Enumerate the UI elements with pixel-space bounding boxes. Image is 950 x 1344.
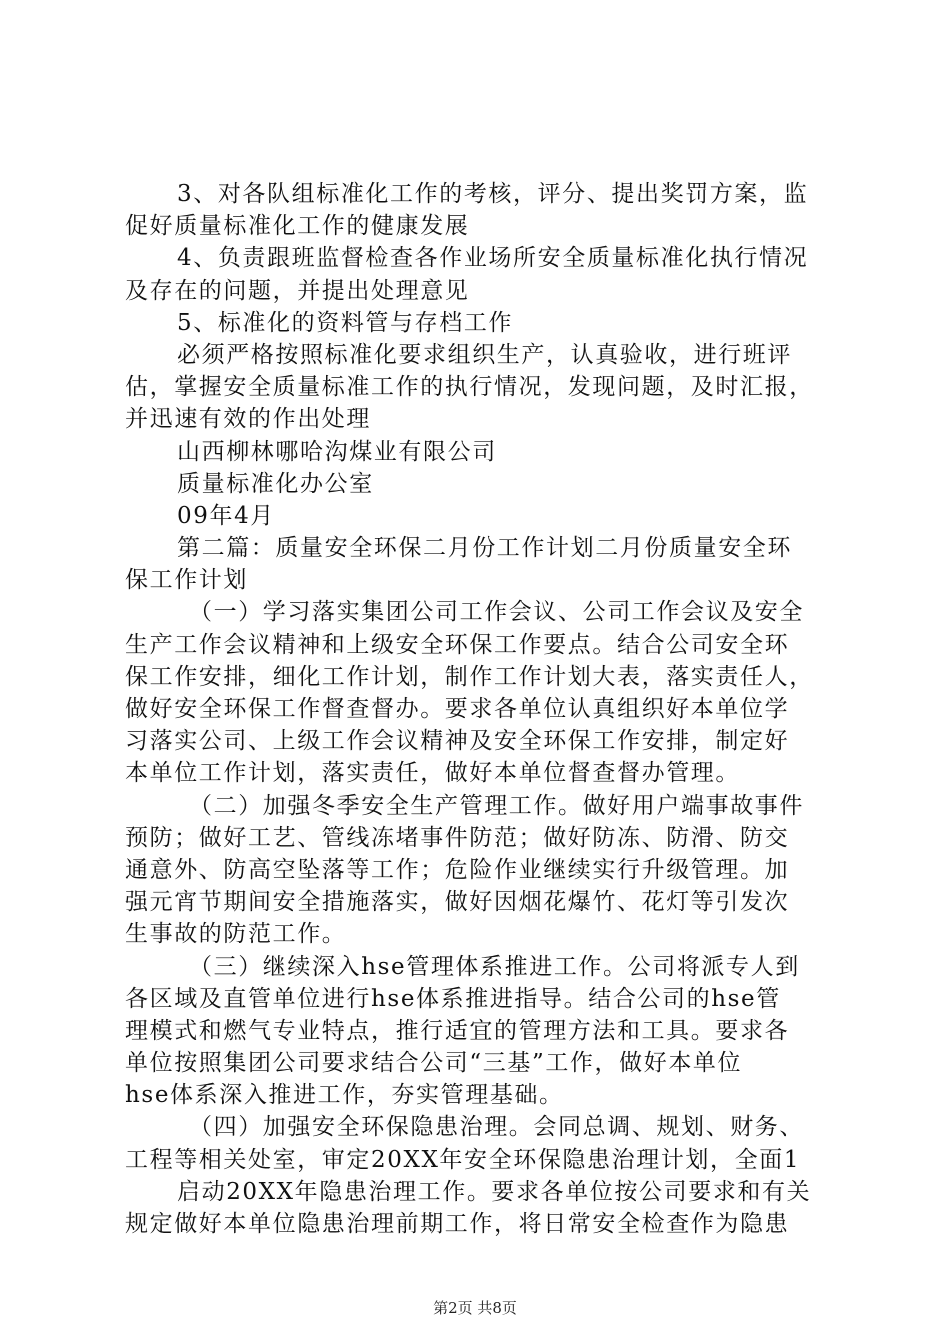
text-line: 保工作计划 bbox=[125, 567, 248, 594]
text-line: 强元宵节期间安全措施落实，做好因烟花爆竹、花灯等引发次 bbox=[125, 889, 790, 916]
text-line: 必须严格按照标准化要求组织生产，认真验收，进行班评 bbox=[177, 341, 792, 368]
text-line: 09年4月 bbox=[177, 502, 275, 529]
text-line: 4、负责跟班监督检查各作业场所安全质量标准化执行情况 bbox=[177, 245, 809, 272]
text-line: 促好质量标准化工作的健康发展 bbox=[125, 213, 470, 240]
text-line: （二）加强冬季安全生产管理工作。做好用户端事故事件 bbox=[189, 792, 804, 819]
text-line: 及存在的问题，并提出处理意见 bbox=[125, 277, 470, 304]
text-line: （三）继续深入hse管理体系推进工作。公司将派专人到 bbox=[189, 953, 800, 980]
text-line: 3、对各队组标准化工作的考核，评分、提出奖罚方案，监 bbox=[177, 181, 809, 207]
text-line: 质量标准化办公室 bbox=[177, 470, 374, 497]
text-line: 做好安全环保工作督查督办。要求各单位认真组织好本单位学 bbox=[125, 696, 790, 722]
text-line: 5、标准化的资料管与存档工作 bbox=[177, 309, 514, 336]
text-line: 保工作安排，细化工作计划，制作工作计划大表，落实责任人， bbox=[125, 663, 814, 690]
text-line: 启动20XX年隐患治理工作。要求各单位按公司要求和有关 bbox=[177, 1178, 812, 1205]
text-line: （一）学习落实集团公司工作会议、公司工作会议及安全 bbox=[189, 599, 804, 626]
text-line: 生事故的防范工作。 bbox=[125, 921, 347, 948]
text-line: 预防；做好工艺、管线冻堵事件防范；做好防冻、防滑、防交 bbox=[125, 824, 790, 851]
text-line: （四）加强安全环保隐患治理。会同总调、规划、财务、 bbox=[189, 1114, 804, 1141]
text-line: 第二篇：质量安全环保二月份工作计划二月份质量安全环 bbox=[177, 535, 792, 562]
text-line: 生产工作会议精神和上级安全环保工作要点。结合公司安全环 bbox=[125, 631, 790, 658]
text-line: 单位按照集团公司要求结合公司“三基”工作，做好本单位 bbox=[125, 1050, 743, 1077]
text-line: 理模式和燃气专业特点，推行适宜的管理方法和工具。要求各 bbox=[125, 1017, 790, 1044]
text-line: hse体系深入推进工作，夯实管理基础。 bbox=[125, 1082, 564, 1109]
text-line: 习落实公司、上级工作会议精神及安全环保工作安排，制定好 bbox=[125, 728, 790, 755]
text-line: 并迅速有效的作出处理 bbox=[125, 406, 371, 433]
text-line: 山西柳林哪哈沟煤业有限公司 bbox=[177, 438, 497, 465]
text-line: 工程等相关处室，审定20XX年安全环保隐患治理计划，全面1 bbox=[125, 1146, 801, 1173]
text-line: 本单位工作计划，落实责任，做好本单位督查督办管理。 bbox=[125, 760, 740, 787]
text-line: 通意外、防高空坠落等工作；危险作业继续实行升级管理。加 bbox=[125, 856, 790, 883]
document-body bbox=[125, 178, 835, 1240]
text-line: 估，掌握安全质量标准工作的执行情况，发现问题，及时汇报， bbox=[125, 374, 814, 401]
text-line: 各区域及直管单位进行hse体系推进指导。结合公司的hse管 bbox=[125, 985, 781, 1012]
page-footer: 第2页 共8页 bbox=[433, 1299, 517, 1317]
text-line: 规定做好本单位隐患治理前期工作，将日常安全检查作为隐患 bbox=[125, 1211, 790, 1237]
